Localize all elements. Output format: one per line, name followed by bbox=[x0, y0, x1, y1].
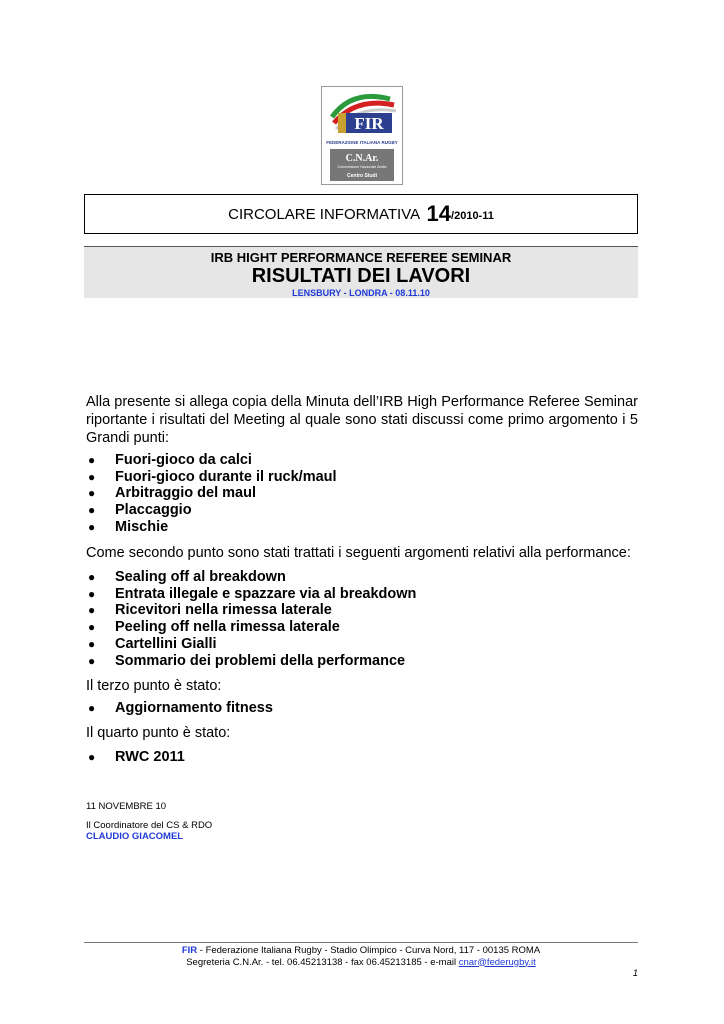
bullet-icon: ● bbox=[88, 603, 96, 618]
logo-cnar-line1: Commissione Nazionale Arbitri bbox=[337, 165, 387, 169]
logo-acronym: FIR bbox=[354, 114, 384, 133]
title-block bbox=[84, 246, 638, 298]
bullet-icon: ● bbox=[88, 570, 96, 584]
list-item: ● Aggiornamento fitness bbox=[88, 700, 273, 716]
circolare-number: 14 bbox=[426, 201, 452, 226]
footer-fir: FIR bbox=[181, 945, 198, 956]
list-item: ● Arbitraggio del maul bbox=[88, 485, 256, 502]
list-item: ● RWC 2011 bbox=[88, 749, 185, 765]
bullet-icon: ● bbox=[88, 653, 96, 668]
list-item: ● Entrata illegale e spazzare via al breakdown bbox=[88, 585, 417, 602]
bullet-icon: ● bbox=[88, 750, 96, 764]
document-date: 11 NOVEMBRE 10 bbox=[86, 801, 167, 812]
footer-address: - Federazione Italiana Rugby - Stadio Olimpico - Curva Nord, 117 - 00135 ROMA bbox=[197, 945, 541, 956]
circolare-year: /2010-11 bbox=[451, 210, 494, 222]
list-item: ● Fuori-gioco durante il ruck/maul bbox=[88, 468, 337, 485]
fourth-point-paragraph: Il quarto punto è stato: bbox=[86, 725, 231, 741]
list-item: ● Peeling off nella rimessa laterale bbox=[88, 619, 340, 636]
page-title: RISULTATI DEI LAVORI bbox=[251, 265, 471, 287]
bullet-icon: ● bbox=[88, 586, 96, 601]
list-item: ● Cartellini Gialli bbox=[88, 635, 217, 652]
signer-name: CLAUDIO GIACOMEL bbox=[86, 831, 184, 842]
footer-contacts: Segreteria C.N.Ar. - tel. 06.45213138 - fax 06.45213185 - e-mail bbox=[186, 956, 459, 968]
logo-federation: FEDERAZIONE ITALIANA RUGBY bbox=[326, 140, 398, 145]
logo-centro: Centro Studi bbox=[347, 173, 377, 179]
second-point-paragraph: Come secondo punto sono stati trattati i seguenti argomenti relativi alla performance: bbox=[86, 545, 631, 561]
bullet-icon: ● bbox=[88, 620, 96, 635]
bullet-icon: ● bbox=[88, 636, 96, 651]
footer bbox=[84, 945, 638, 968]
list-item: ● Placcaggio bbox=[88, 502, 192, 519]
bullet-icon: ● bbox=[88, 453, 96, 467]
circolare-prefix: CIRCOLARE INFORMATIVA bbox=[228, 205, 421, 223]
intro-paragraph: Alla presente si allega copia della Minuta dell’IRB High Performance Referee Seminar riportante i risultati del Meeting al quale sono stati discussi come primo argomento i 5 Grandi punti: bbox=[86, 394, 638, 446]
bullet-icon: ● bbox=[88, 469, 96, 484]
topic-list-3 bbox=[86, 700, 273, 717]
signature-block bbox=[86, 820, 212, 842]
list-item: ● Fuori-gioco da calci bbox=[88, 452, 252, 468]
footer-divider bbox=[84, 942, 638, 943]
seminar-title: IRB HIGHT PERFORMANCE REFEREE SEMINAR bbox=[210, 250, 512, 265]
bullet-icon: ● bbox=[88, 519, 96, 534]
list-item: ● Sealing off al breakdown bbox=[88, 569, 286, 585]
bullet-icon: ● bbox=[88, 701, 96, 715]
list-item: ● Ricevitori nella rimessa laterale bbox=[88, 602, 332, 619]
signer-role: Il Coordinatore del CS & RDO bbox=[86, 820, 213, 831]
list-item: ● Mischie bbox=[88, 518, 169, 535]
place-date: LENSBURY - LONDRA - 08.11.10 bbox=[292, 288, 430, 298]
page-number: 1 bbox=[632, 968, 638, 979]
bullet-icon: ● bbox=[88, 503, 96, 518]
logo-cnar: C.N.Ar. bbox=[345, 153, 379, 164]
email-link[interactable]: cnar@federugby.it bbox=[458, 956, 536, 968]
topic-list-2 bbox=[86, 569, 416, 669]
third-point-paragraph: Il terzo punto è stato: bbox=[86, 678, 222, 694]
fir-logo bbox=[321, 86, 403, 185]
circolare-header bbox=[84, 194, 638, 234]
topic-list-1 bbox=[86, 452, 337, 536]
topic-list-4 bbox=[86, 749, 185, 766]
list-item: ● Sommario dei problemi della performance bbox=[88, 652, 406, 669]
bullet-icon: ● bbox=[88, 486, 96, 501]
